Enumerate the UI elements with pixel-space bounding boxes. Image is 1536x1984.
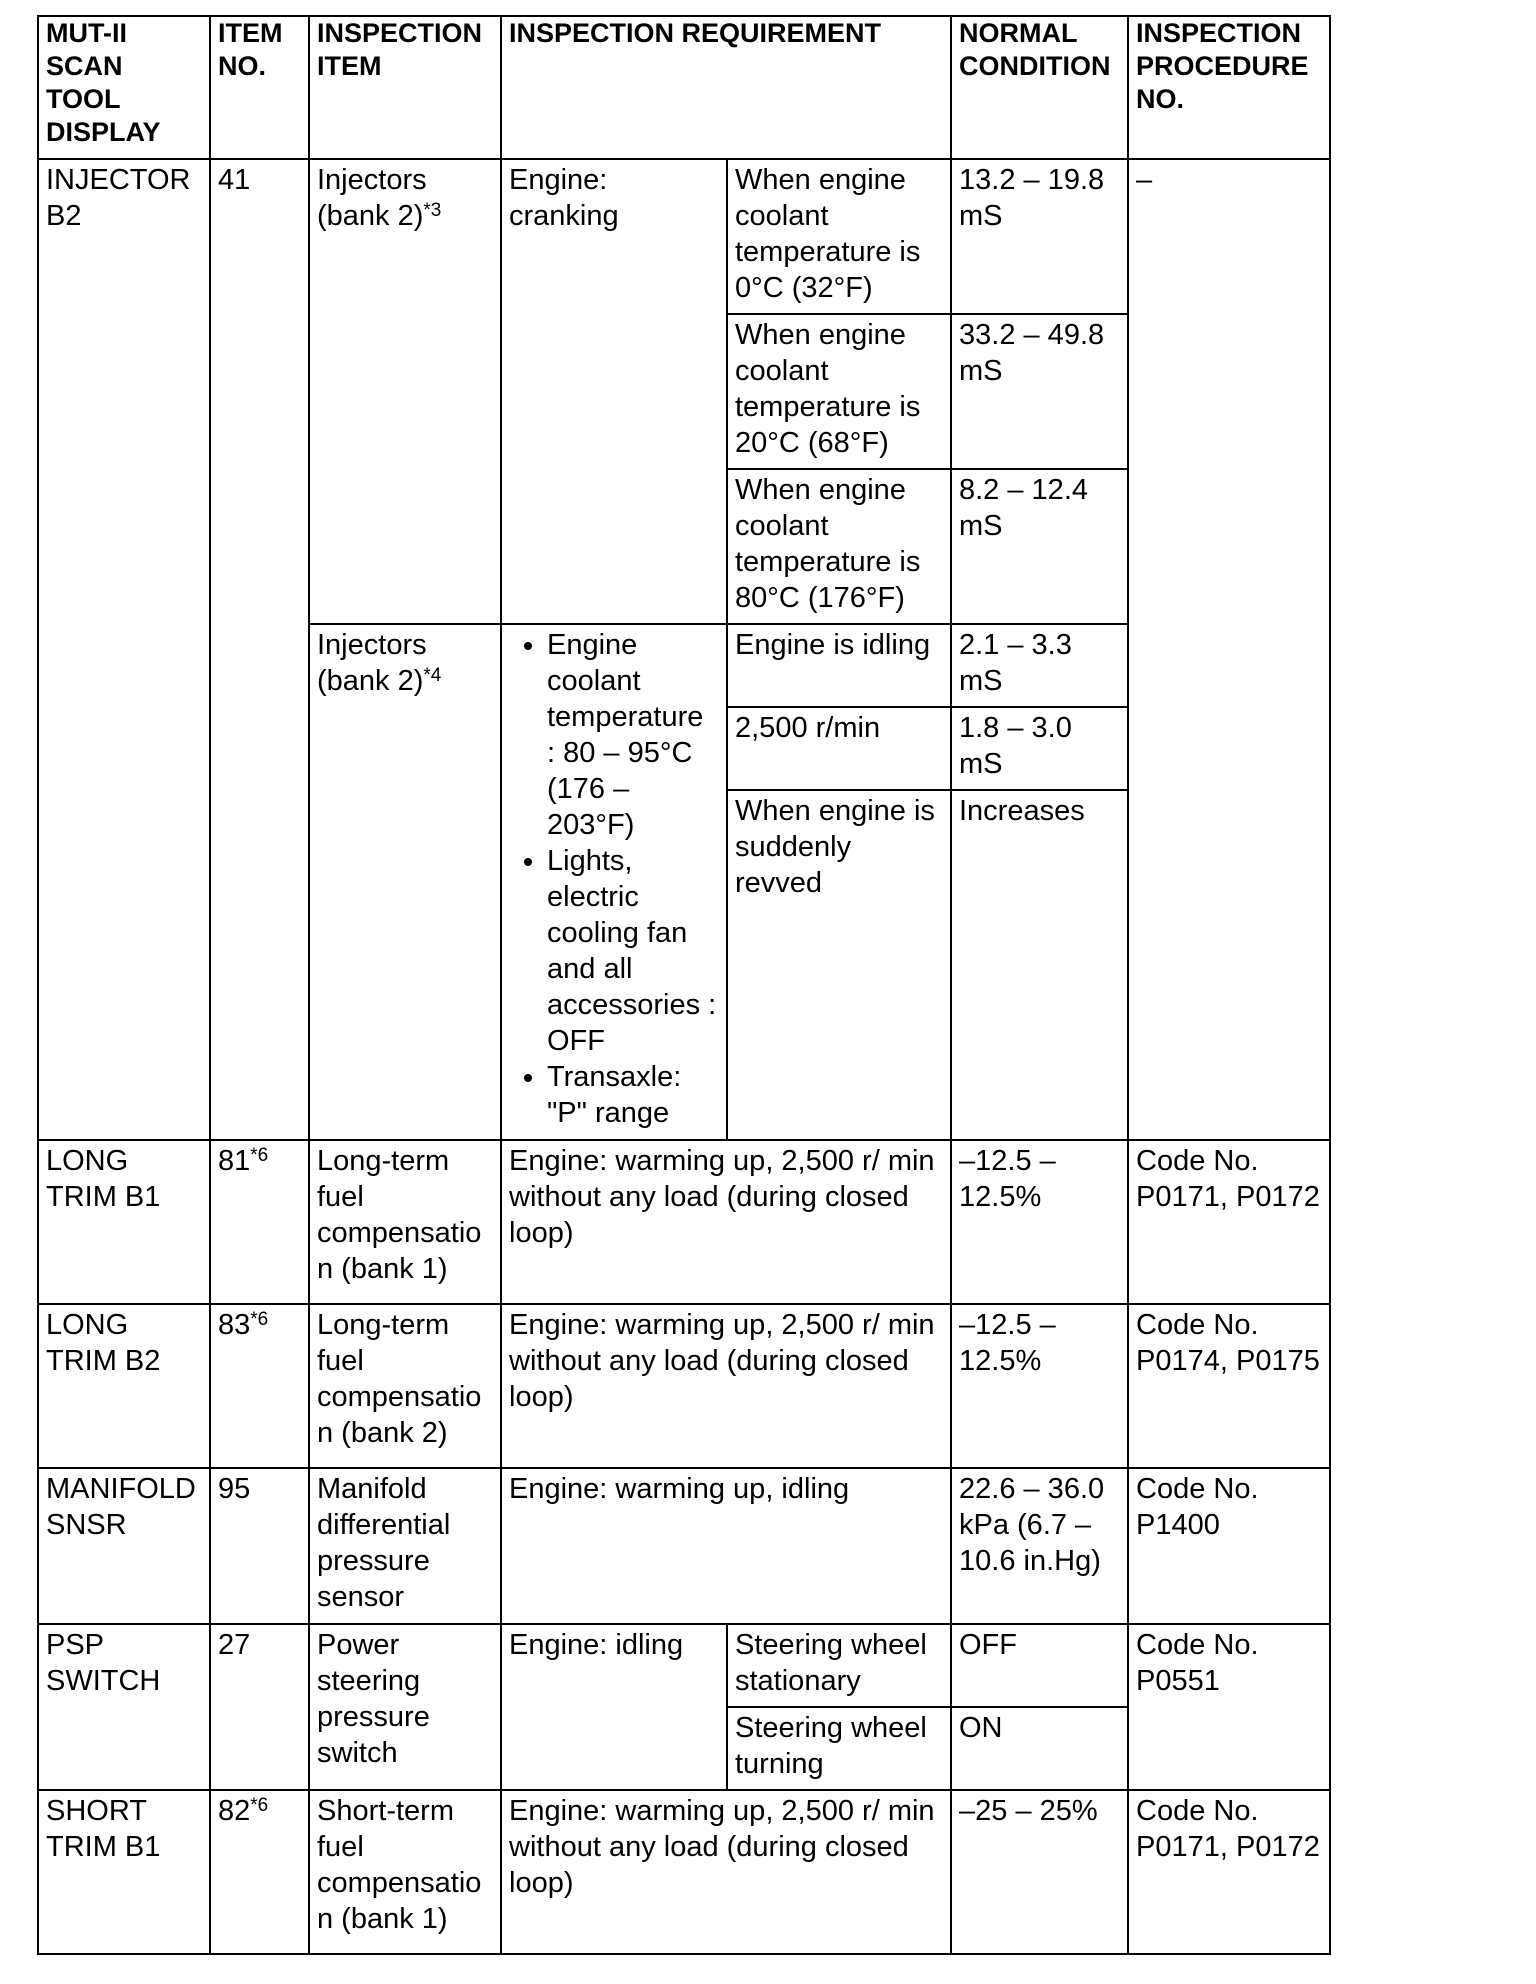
cell-procedure: Code No. P0171, P0172 bbox=[1128, 1790, 1330, 1954]
cell-condition: 2,500 r/min bbox=[727, 707, 951, 790]
item-no-value: 82 bbox=[218, 1795, 251, 1827]
table-row bbox=[38, 1790, 1330, 1954]
cell-condition: When engine coolant temperature is 80°C (176°F) bbox=[727, 469, 951, 624]
cell-condition: Steering wheel stationary bbox=[727, 1624, 951, 1707]
cell-requirement: Engine: warming up, 2,500 r/ min without any load (during closed loop) bbox=[501, 1304, 951, 1468]
cell-normal: 22.6 – 36.0 kPa (6.7 – 10.6 in.Hg) bbox=[951, 1468, 1128, 1624]
header-display: MUT-II SCAN TOOL DISPLAY bbox=[38, 16, 210, 159]
table-row bbox=[38, 1140, 1330, 1304]
cell-inspection-item bbox=[309, 624, 501, 1140]
table-row bbox=[38, 159, 1330, 314]
cell-condition: Engine is idling bbox=[727, 624, 951, 707]
cell-display: INJECTOR B2 bbox=[38, 159, 210, 1140]
cell-condition: When engine coolant temperature is 0°C (32°F) bbox=[727, 159, 951, 314]
item-text: Injectors (bank 2) bbox=[317, 629, 427, 697]
cell-inspection-item: Manifold differential pressure sensor bbox=[309, 1468, 501, 1624]
cell-inspection-item: Long-term fuel compensatio n (bank 1) bbox=[309, 1140, 501, 1304]
cell-normal: –12.5 – 12.5% bbox=[951, 1140, 1128, 1304]
cell-inspection-item: Long-term fuel compensatio n (bank 2) bbox=[309, 1304, 501, 1468]
cell-normal: 1.8 – 3.0 mS bbox=[951, 707, 1128, 790]
list-item: • Engine coolant temperature : 80 – 95°C (176 – 203°F) bbox=[547, 627, 719, 843]
cell-inspection-item: Power steering pressure switch bbox=[309, 1624, 501, 1790]
cell-normal: Increases bbox=[951, 790, 1128, 1140]
cell-requirement bbox=[501, 624, 727, 1140]
item-no-note: *6 bbox=[250, 1145, 269, 1166]
item-no-value: 81 bbox=[218, 1145, 251, 1177]
cell-item-no: 27 bbox=[210, 1624, 309, 1790]
cell-item-no bbox=[210, 1140, 309, 1304]
cell-condition: When engine coolant temperature is 20°C (68°F) bbox=[727, 314, 951, 469]
item-no-value: 83 bbox=[218, 1309, 251, 1341]
cell-display: MANIFOLD SNSR bbox=[38, 1468, 210, 1624]
inspection-table bbox=[37, 15, 1331, 1955]
cell-display: SHORT TRIM B1 bbox=[38, 1790, 210, 1954]
table-row bbox=[38, 1468, 1330, 1624]
requirement-list bbox=[509, 627, 719, 1131]
cell-normal: 2.1 – 3.3 mS bbox=[951, 624, 1128, 707]
header-normal-condition: NORMAL CONDITION bbox=[951, 16, 1128, 159]
cell-item-no bbox=[210, 1304, 309, 1468]
cell-requirement: Engine: warming up, 2,500 r/ min without any load (during closed loop) bbox=[501, 1140, 951, 1304]
cell-normal: ON bbox=[951, 1707, 1128, 1790]
cell-procedure: – bbox=[1128, 159, 1330, 1140]
cell-display: PSP SWITCH bbox=[38, 1624, 210, 1790]
table-row bbox=[38, 1304, 1330, 1468]
header-procedure-no: INSPECTION PROCEDURE NO. bbox=[1128, 16, 1330, 159]
cell-display: LONG TRIM B2 bbox=[38, 1304, 210, 1468]
cell-normal: –12.5 – 12.5% bbox=[951, 1304, 1128, 1468]
header-row bbox=[38, 16, 1330, 159]
cell-requirement: Engine: warming up, idling bbox=[501, 1468, 951, 1624]
cell-normal: 8.2 – 12.4 mS bbox=[951, 469, 1128, 624]
list-item: • Transaxle: "P" range bbox=[547, 1059, 719, 1131]
cell-requirement: Engine: cranking bbox=[501, 159, 727, 624]
item-note: *3 bbox=[423, 200, 442, 221]
inspection-page bbox=[37, 15, 1331, 1955]
cell-normal: –25 – 25% bbox=[951, 1790, 1128, 1954]
cell-requirement: Engine: idling bbox=[501, 1624, 727, 1790]
cell-inspection-item bbox=[309, 159, 501, 624]
cell-condition: Steering wheel turning bbox=[727, 1707, 951, 1790]
cell-requirement: Engine: warming up, 2,500 r/ min without any load (during closed loop) bbox=[501, 1790, 951, 1954]
cell-procedure: Code No. P1400 bbox=[1128, 1468, 1330, 1624]
item-text: Injectors (bank 2) bbox=[317, 164, 427, 232]
header-item-no: ITEM NO. bbox=[210, 16, 309, 159]
header-inspection-requirement: INSPECTION REQUIREMENT bbox=[501, 16, 951, 159]
cell-display: LONG TRIM B1 bbox=[38, 1140, 210, 1304]
cell-item-no bbox=[210, 1790, 309, 1954]
list-item: • Lights, electric cooling fan and all accessories : OFF bbox=[547, 843, 719, 1059]
item-note: *4 bbox=[423, 665, 442, 686]
cell-normal: 33.2 – 49.8 mS bbox=[951, 314, 1128, 469]
cell-item-no: 95 bbox=[210, 1468, 309, 1624]
cell-normal: 13.2 – 19.8 mS bbox=[951, 159, 1128, 314]
cell-procedure: Code No. P0171, P0172 bbox=[1128, 1140, 1330, 1304]
table-row bbox=[38, 1624, 1330, 1707]
cell-item-no: 41 bbox=[210, 159, 309, 1140]
cell-inspection-item: Short-term fuel compensatio n (bank 1) bbox=[309, 1790, 501, 1954]
header-inspection-item: INSPECTION ITEM bbox=[309, 16, 501, 159]
cell-procedure: Code No. P0551 bbox=[1128, 1624, 1330, 1790]
cell-procedure: Code No. P0174, P0175 bbox=[1128, 1304, 1330, 1468]
cell-normal: OFF bbox=[951, 1624, 1128, 1707]
item-no-note: *6 bbox=[250, 1795, 269, 1816]
item-no-note: *6 bbox=[250, 1309, 269, 1330]
cell-condition: When engine is suddenly revved bbox=[727, 790, 951, 1140]
